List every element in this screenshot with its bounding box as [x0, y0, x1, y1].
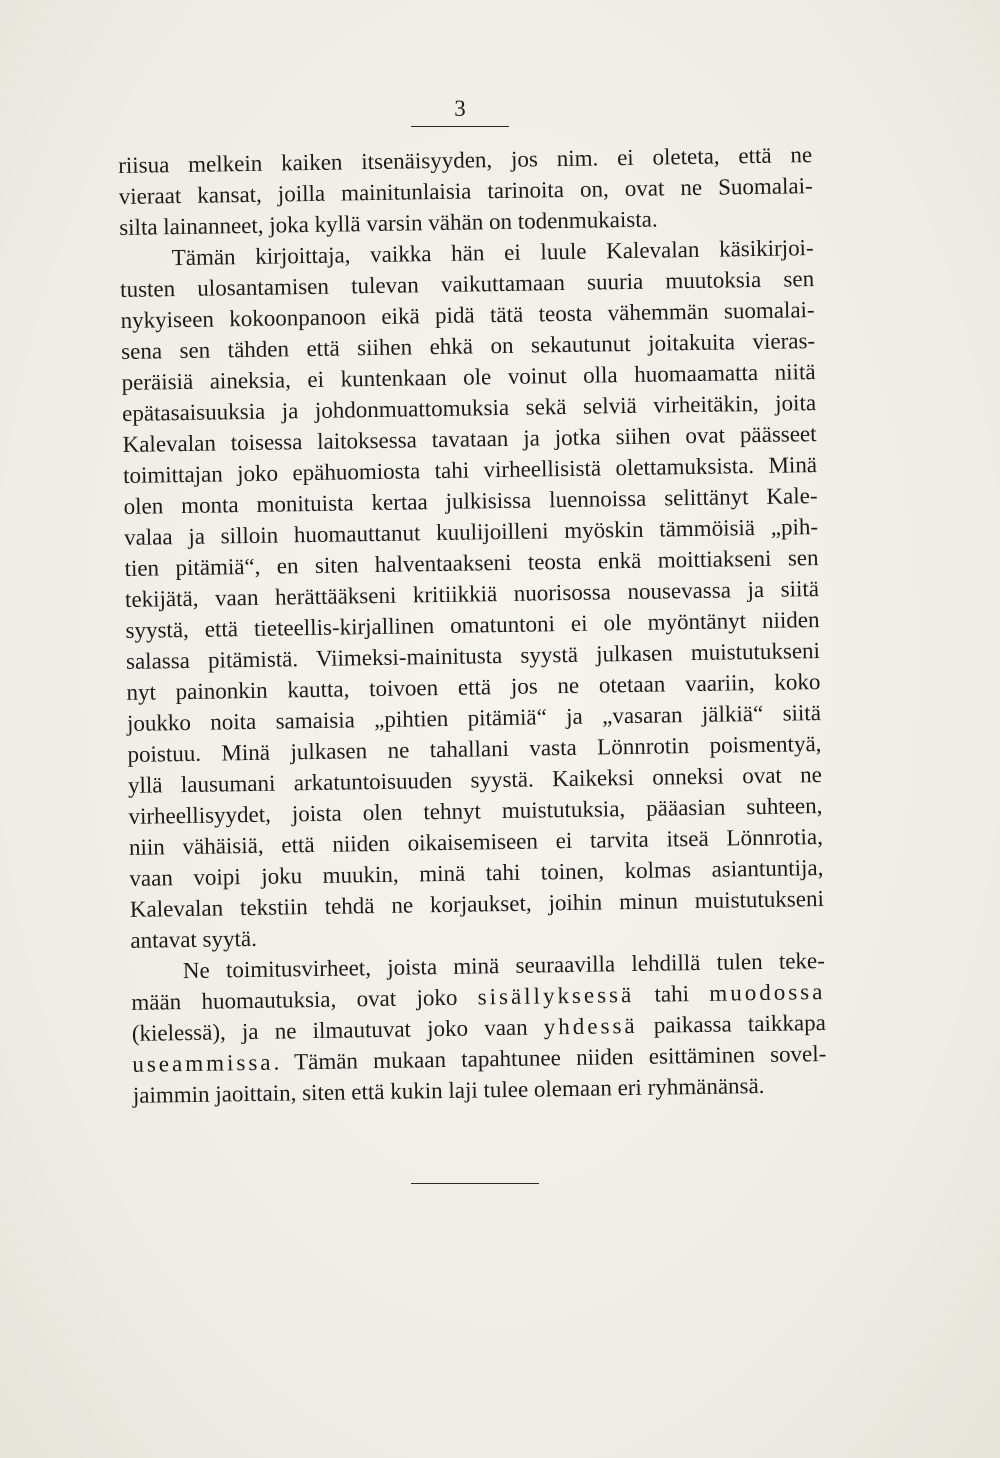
- text-line: valaa ja silloin huomauttanut kuulijoilleni myöskin tämmöisiä „pih-: [123, 514, 819, 550]
- text-span: . Tämän mukaan tapahtunee niiden esittäminen sovel-: [273, 1040, 827, 1075]
- spaced-emphasis: useammissa: [132, 1049, 274, 1077]
- text-line: nyt painonkin kautta, toivoen että jos ne otetaan vaariin, koko: [126, 669, 821, 705]
- text-line: Tämän kirjoittaja, vaikka hän ei luule Kalevalan käsikirjoi-: [171, 235, 814, 271]
- text-line: silta lainanneet, joka kyllä varsin vähän on todenmukaista.: [119, 206, 658, 240]
- text-span: tahi: [634, 980, 710, 1007]
- text-line: vieraat kansat, joilla mainitunlaisia tarinoita on, ovat ne Suomalai-: [118, 173, 813, 209]
- text-line: toimittajan joko epähuomiosta tahi virheellisistä olettamuksista. Minä: [122, 452, 818, 488]
- text-line: epätasaisuuksia ja johdonmuattomuksia sekä selviä virheitäkin, joita: [121, 390, 817, 426]
- text-line: antavat syytä.: [130, 925, 258, 953]
- text-line: Kalevalan tekstiin tehdä ne korjaukset, joihin minun muistutukseni: [129, 886, 825, 922]
- text-line: nykyiseen kokoonpanoon eikä pidä tätä teosta vähemmän suomalai-: [120, 297, 815, 333]
- paragraph-1: [118, 139, 825, 956]
- text-line: sena sen tähden että siihen ehkä on sekautunut joitakuita vieras-: [120, 328, 816, 364]
- text-line: poistuu. Minä julkasen ne tahallani vasta Lönnrotin poismentyä,: [127, 731, 822, 767]
- text-span: Ne toimitusvirheet, joista minä seuraavilla lehdillä tulen teke-: [182, 947, 826, 984]
- text-line: salassa pitämistä. Viimeksi-mainitusta syystä julkasen muistutukseni: [125, 638, 821, 674]
- header-rule: [411, 126, 509, 127]
- text-line: syystä, että tieteellis-kirjallinen omatuntoni ei ole myöntänyt niiden: [125, 607, 820, 643]
- text-line: niin vähäisiä, että niiden oikaisemiseen ei tarvita itseä Lönnrotia,: [128, 824, 824, 860]
- spaced-emphasis: yhdessä: [543, 1012, 638, 1040]
- text-line: virheellisyydet, joista olen tehnyt muistutuksia, pääasian suhteen,: [128, 793, 823, 829]
- text-line: tekijätä, vaan herättääkseni kritiikkiä nuorisossa nousevassa ja siitä: [124, 576, 820, 612]
- text-span: (kielessä), ja ne ilmautuvat joko vaan: [131, 1014, 545, 1046]
- text-line: olen monta monituista kertaa julkisissa luennoissa selittänyt Kale-: [123, 483, 818, 519]
- text-line: riisua melkein kaiken itsenäisyyden, jos nim. ei oleteta, että ne: [118, 142, 813, 178]
- text-span: jaimmin jaoittain, siten että kukin laji tulee olemaan eri ryhmänänsä.: [132, 1072, 765, 1108]
- text-line: tusten ulosantamisen tulevan vaikuttamaan suuria muutoksia sen: [119, 266, 815, 302]
- spaced-emphasis: muodossa: [709, 978, 826, 1006]
- body-text: [118, 139, 827, 1111]
- text-line: yllä lausumani arkatuntoisuuden syystä. Kaikeksi onneksi ovat ne: [127, 762, 823, 798]
- spaced-emphasis: sisällyksessä: [477, 981, 635, 1010]
- text-span: paikassa taikkapa: [637, 1009, 827, 1038]
- paragraph-2: [131, 945, 827, 1111]
- text-span: mään huomautuksia, ovat joko: [131, 984, 478, 1015]
- page-number: 3: [454, 96, 466, 121]
- text-line: peräisiä aineksia, ei kuntenkaan ole voinut olla huomaamatta niitä: [121, 359, 816, 395]
- text-line: Kalevalan toisessa laitoksessa tavataan ja jotka siihen ovat päässeet: [122, 421, 817, 457]
- text-line: joukko noita samaisia „pihtien pitämiä“ ja „vasaran jälkiä“ siitä: [126, 700, 822, 736]
- footer-rule: [411, 1183, 539, 1184]
- text-line: vaan voipi joku muukin, minä tahi toinen, kolmas asiantuntija,: [129, 855, 824, 891]
- text-line: tien pitämiä“, en siten halventaakseni teosta enkä moittiakseni sen: [124, 545, 819, 581]
